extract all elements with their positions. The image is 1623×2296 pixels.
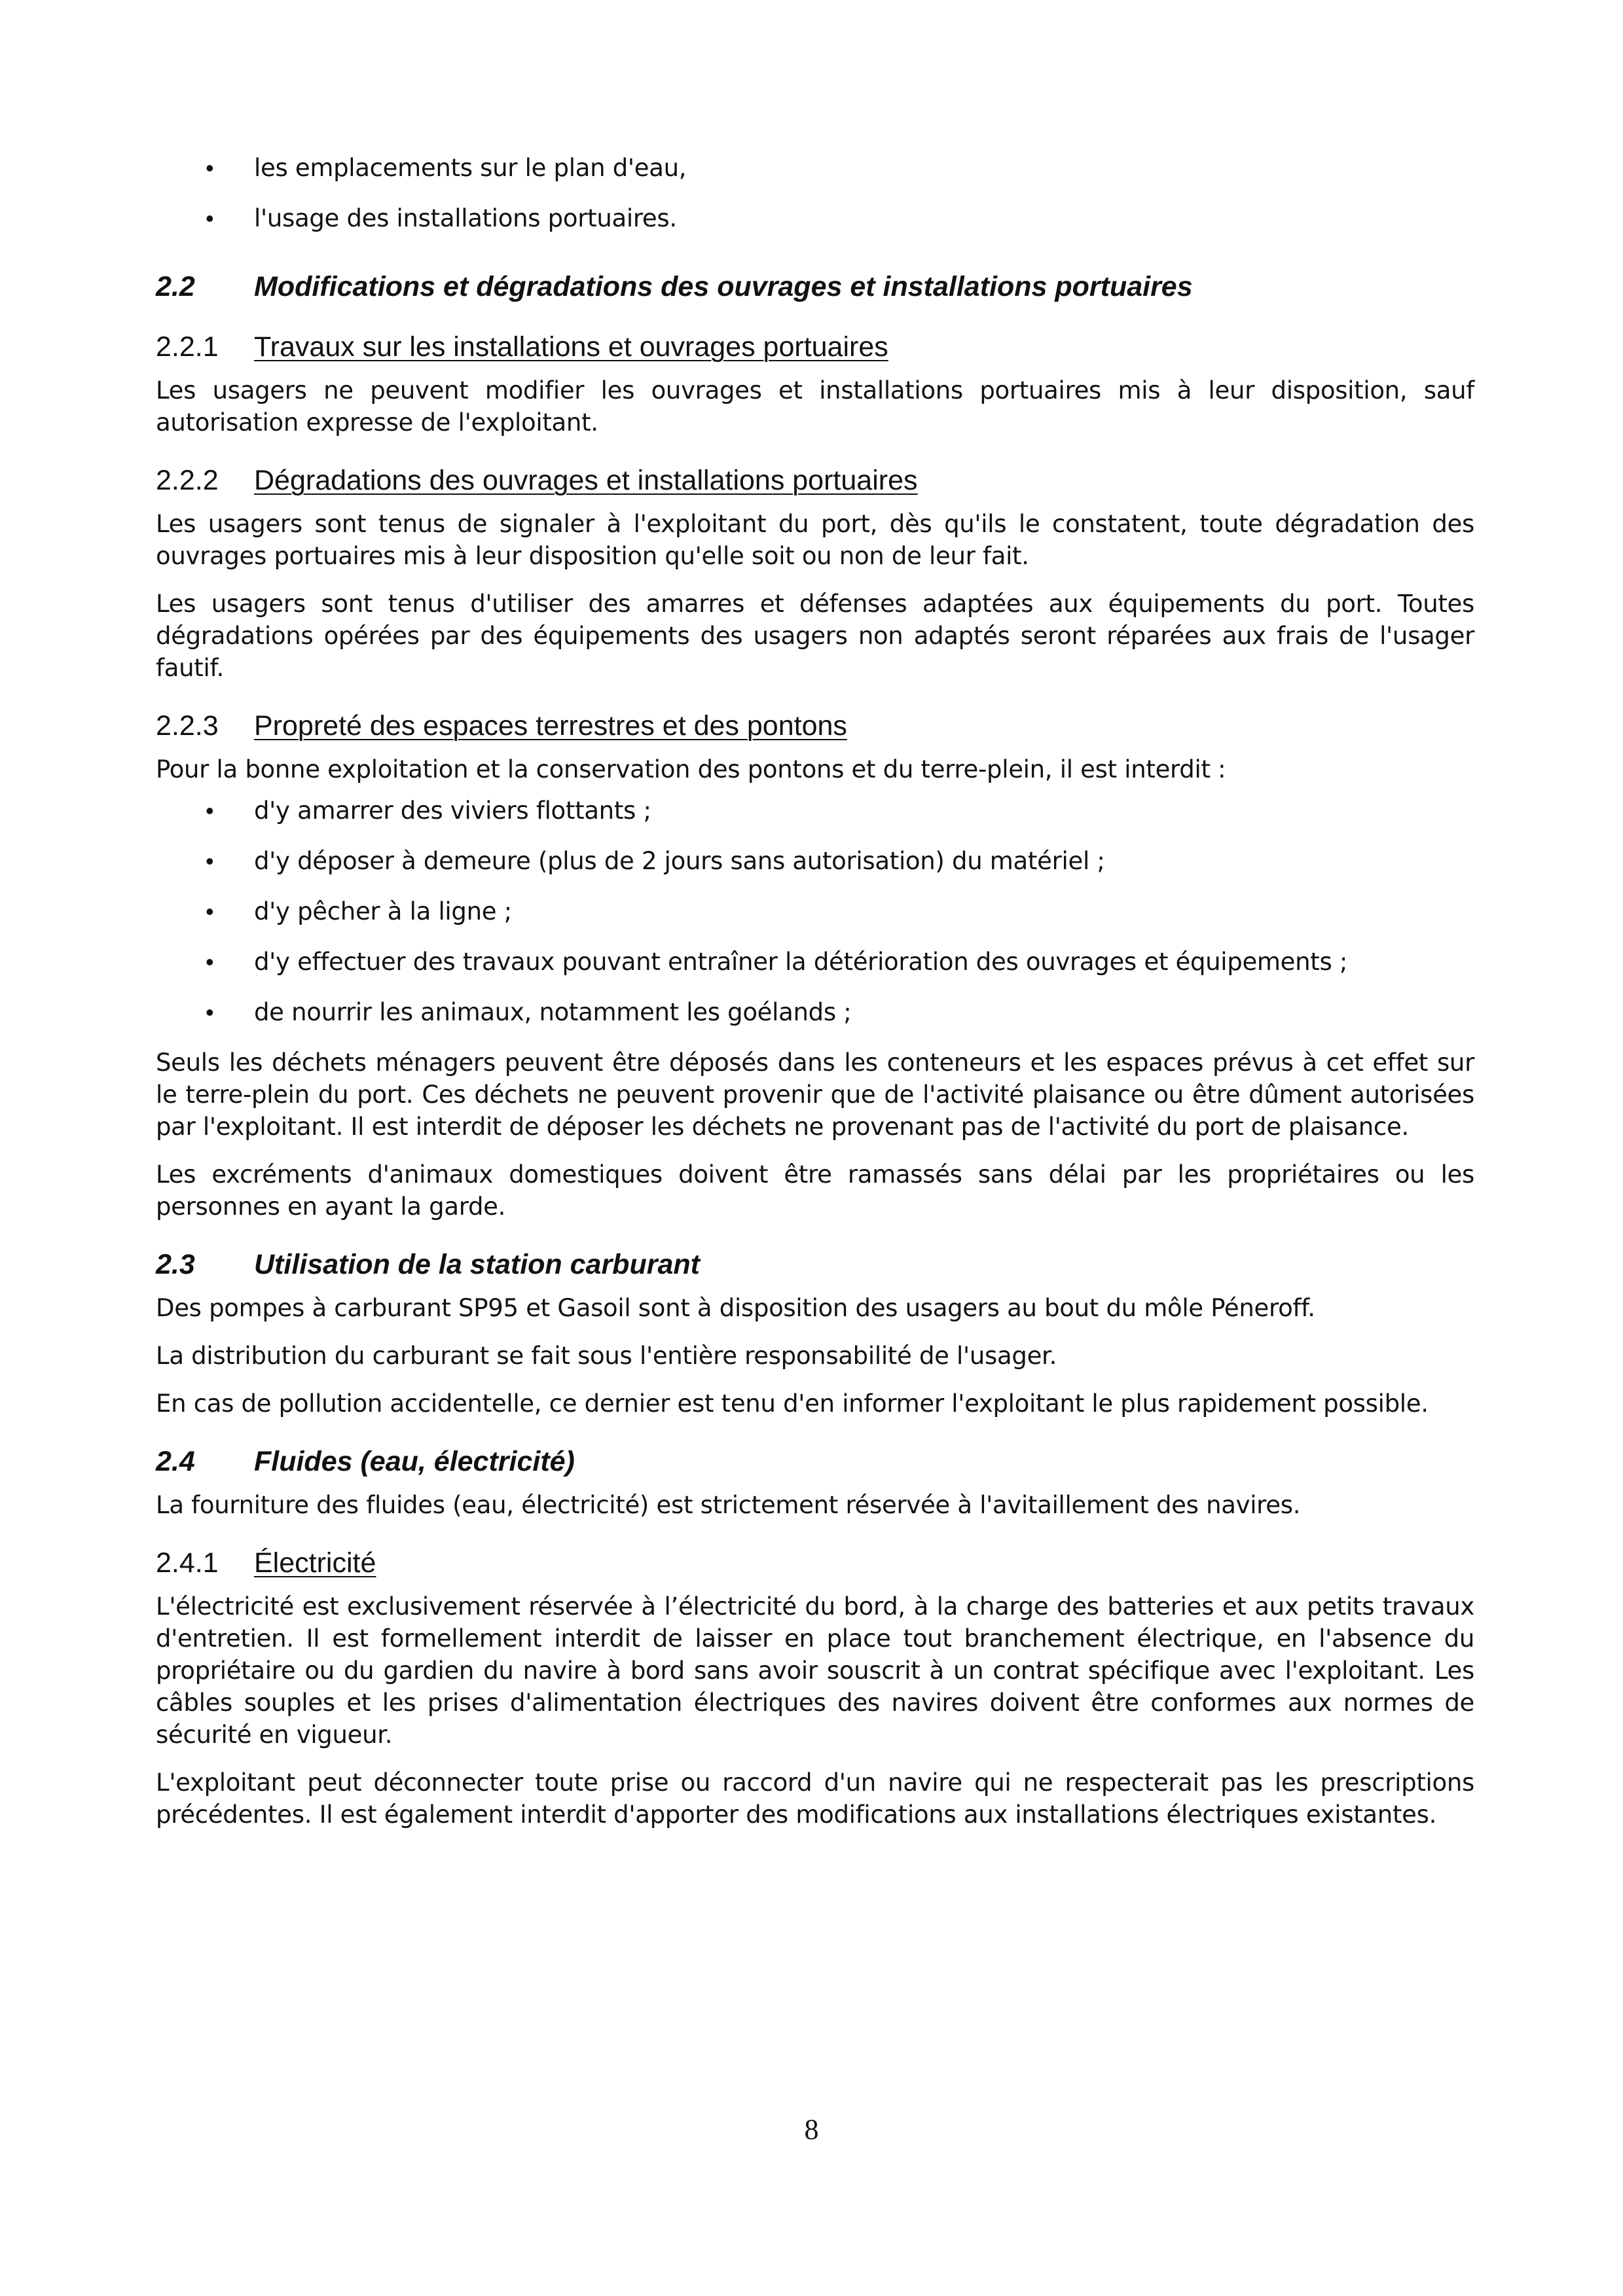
- bullet-icon: •: [206, 948, 214, 975]
- paragraph: L'électricité est exclusivement réservée à l’électricité du bord, à la charge des batteries et aux petits travaux d'entretien. Il est formellement interdit de laisser en place tout branchement électrique, en l'absence du propriétaire ou du gardien du navire à bord sans avoir souscrit à un contrat spécifique avec l'exploitant. Les câbles souples et les prises d'alimentation électriques des navires doivent être conformes aux normes de sécurité en vigueur.: [156, 1592, 1474, 1749]
- subsection-number: 2.2.3: [156, 710, 219, 742]
- subsection-title: Propreté des espaces terrestres et des pontons: [254, 710, 847, 742]
- paragraph: Les usagers ne peuvent modifier les ouvrages et installations portuaires mis à leur disposition, sauf autorisation expresse de l'exploitant.: [156, 376, 1474, 437]
- subsection-heading-2-2-3: [156, 708, 1474, 744]
- list-item: [156, 895, 1474, 946]
- list-item-text: de nourrir les animaux, notamment les goélands ;: [254, 998, 852, 1026]
- list-item-text: les emplacements sur le plan d'eau,: [254, 154, 687, 182]
- section-title: Modifications et dégradations des ouvrages et installations portuaires: [254, 271, 1193, 302]
- subsection-number: 2.4.1: [156, 1547, 219, 1579]
- list-item-text: d'y pêcher à la ligne ;: [254, 897, 512, 925]
- subsection-heading-2-4-1: [156, 1545, 1474, 1581]
- subsection-number: 2.2.1: [156, 331, 219, 363]
- list-item: [156, 795, 1474, 845]
- list-item-text: d'y déposer à demeure (plus de 2 jours sans autorisation) du matériel ;: [254, 847, 1105, 875]
- list-item-text: d'y effectuer des travaux pouvant entraîner la détérioration des ouvrages et équipements ;: [254, 948, 1348, 976]
- prohibition-bullet-list: [156, 795, 1474, 1047]
- section-title: Utilisation de la station carburant: [254, 1249, 700, 1280]
- bullet-icon: •: [206, 154, 214, 181]
- list-item: [156, 845, 1474, 895]
- list-item: [156, 202, 1474, 253]
- section-number: 2.3: [156, 1249, 195, 1280]
- list-item: [156, 946, 1474, 996]
- paragraph: Pour la bonne exploitation et la conservation des pontons et du terre-plein, il est interdit :: [156, 755, 1226, 783]
- list-item-text: d'y amarrer des viviers flottants ;: [254, 797, 651, 825]
- paragraph: Seuls les déchets ménagers peuvent être déposés dans les conteneurs et les espaces prévus à cet effet sur le terre-plein du port. Ces déchets ne peuvent provenir que de l'activité plaisance ou être dûment autorisées par l'exploitant. Il est interdit de déposer les déchets ne provenant pas de l'activité du port de plaisance.: [156, 1049, 1474, 1141]
- section-number: 2.4: [156, 1446, 195, 1477]
- subsection-title: Travaux sur les installations et ouvrages portuaires: [254, 331, 888, 363]
- bullet-icon: •: [206, 848, 214, 874]
- section-heading-2-2: [156, 268, 1474, 305]
- section-number: 2.2: [156, 271, 195, 302]
- paragraph: Les usagers sont tenus d'utiliser des amarres et défenses adaptées aux équipements du port. Toutes dégradations opérées par des équipements des usagers non adaptés seront réparées aux frais de l'usager fautif.: [156, 590, 1474, 682]
- page-content: [156, 152, 1474, 1831]
- list-item: [156, 152, 1474, 202]
- bullet-icon: •: [206, 797, 214, 824]
- bullet-icon: •: [206, 898, 214, 925]
- subsection-number: 2.2.2: [156, 465, 219, 496]
- paragraph: La fourniture des fluides (eau, électricité) est strictement réservée à l'avitaillement des navires.: [156, 1491, 1301, 1519]
- paragraph: En cas de pollution accidentelle, ce dernier est tenu d'en informer l'exploitant le plus rapidement possible.: [156, 1390, 1429, 1418]
- bullet-icon: •: [206, 999, 214, 1026]
- paragraph: Des pompes à carburant SP95 et Gasoil sont à disposition des usagers au bout du môle Péneroff.: [156, 1294, 1315, 1322]
- list-item-text: l'usage des installations portuaires.: [254, 204, 677, 232]
- page-number: 8: [804, 2113, 819, 2145]
- paragraph: La distribution du carburant se fait sous l'entière responsabilité de l'usager.: [156, 1342, 1057, 1370]
- subsection-title: Électricité: [254, 1547, 376, 1579]
- section-title: Fluides (eau, électricité): [254, 1446, 575, 1477]
- intro-bullet-list: [156, 152, 1474, 253]
- bullet-icon: •: [206, 205, 214, 232]
- subsection-heading-2-2-2: [156, 462, 1474, 499]
- paragraph: Les usagers sont tenus de signaler à l'exploitant du port, dès qu'ils le constatent, toute dégradation des ouvrages portuaires mis à leur disposition qu'elle soit ou non de leur fait.: [156, 510, 1474, 570]
- section-heading-2-3: [156, 1246, 1474, 1283]
- subsection-title: Dégradations des ouvrages et installations portuaires: [254, 465, 918, 496]
- list-item: [156, 996, 1474, 1047]
- subsection-heading-2-2-1: [156, 329, 1474, 365]
- paragraph: L'exploitant peut déconnecter toute prise ou raccord d'un navire qui ne respecterait pas les prescriptions précédentes. Il est également interdit d'apporter des modifications aux installations électriques existantes.: [156, 1768, 1474, 1829]
- section-heading-2-4: [156, 1443, 1474, 1480]
- paragraph: Les excréments d'animaux domestiques doivent être ramassés sans délai par les propriétaires ou les personnes en ayant la garde.: [156, 1160, 1474, 1221]
